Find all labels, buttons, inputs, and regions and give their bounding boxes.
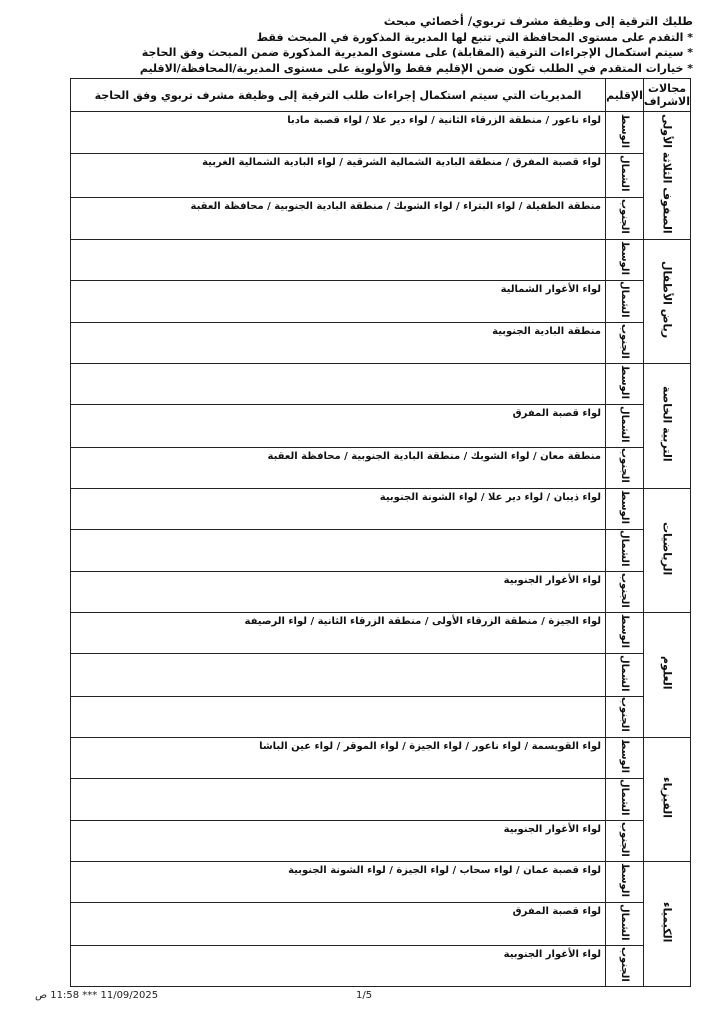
directorates-cell: لواء ذيبان / لواء دير علا / لواء الشونة الجنوبية <box>71 488 606 529</box>
directorates-cell <box>71 529 606 572</box>
table-row <box>71 112 691 154</box>
region-label: الوسط <box>619 489 630 524</box>
region-label: الجنوب <box>619 697 630 733</box>
field-cell <box>644 488 691 613</box>
region-label: الشمال <box>619 530 630 567</box>
table-row <box>71 529 691 572</box>
region-cell <box>606 737 644 778</box>
directorates-cell <box>71 364 606 405</box>
region-label: الجنوب <box>619 448 630 484</box>
region-cell <box>606 696 644 737</box>
directorates-cell: لواء القويسمة / لواء ناعور / لواء الجيزة / لواء الموقر / لواء عين الباشا <box>71 737 606 778</box>
table-row <box>71 364 691 405</box>
region-label: الشمال <box>619 155 630 192</box>
region-cell <box>606 654 644 697</box>
field-label: العلوم <box>660 656 674 690</box>
region-label: الوسط <box>619 240 630 275</box>
region-cell <box>606 529 644 572</box>
note-3: * خيارات المتقدم في الطلب تكون ضمن الإقليم فقط والأولوية على مستوى المديرية/المحافظة/الاقليم <box>139 61 693 75</box>
note-1: * التقدم على مستوى المحافظة التي تتبع لها المديرية المذكورة في المبحث فقط <box>256 30 693 44</box>
region-label: الوسط <box>619 738 630 773</box>
directorates-cell: لواء قصبة المفرق <box>71 405 606 448</box>
directorates-cell: منطقة الطفيلة / لواء البتراء / لواء الشوبك / منطقة البادية الجنوبية / محافظة العقبة <box>71 197 606 239</box>
table-row <box>71 903 691 946</box>
region-label: الجنوب <box>619 198 630 234</box>
region-cell <box>606 239 644 280</box>
table-row <box>71 239 691 280</box>
region-label: الشمال <box>619 779 630 816</box>
directorates-cell <box>71 654 606 697</box>
field-label: الكيمياء <box>660 901 674 943</box>
region-cell <box>606 613 644 654</box>
region-label: الشمال <box>619 903 630 941</box>
directorates-cell: لواء قصبة المفرق <box>71 903 606 946</box>
table-row <box>71 862 691 903</box>
region-label: الوسط <box>619 365 630 400</box>
field-cell <box>644 737 691 862</box>
directorates-cell <box>71 778 606 821</box>
region-label: الجنوب <box>619 821 630 857</box>
directorates-cell: لواء الأغوار الجنوبية <box>71 945 606 986</box>
field-label: الرياضيات <box>660 521 674 576</box>
field-label: التربية الخاصة <box>660 386 674 462</box>
field-label: رياض الأطفال <box>660 260 674 339</box>
directorates-cell: لواء الأغوار الشمالية <box>71 280 606 323</box>
header-field: مجالات الاشراف <box>644 79 691 112</box>
directorates-cell: منطقة البادية الجنوبية <box>71 323 606 364</box>
directorates-cell: لواء الأغوار الجنوبية <box>71 572 606 613</box>
region-label: الجنوب <box>619 323 630 359</box>
region-label: الوسط <box>619 113 630 148</box>
region-label: الوسط <box>619 614 630 649</box>
directorates-cell: منطقة معان / لواء الشوبك / منطقة البادية الجنوبية / محافظة العقبة <box>71 447 606 488</box>
table-row <box>71 572 691 613</box>
promotion-table <box>70 78 691 987</box>
directorates-cell: لواء قصبة عمان / لواء سحاب / لواء الجيزة / لواء الشونة الجنوبية <box>71 862 606 903</box>
region-cell <box>606 280 644 323</box>
table-row <box>71 154 691 198</box>
region-cell <box>606 364 644 405</box>
document-title: طلبك الترقية إلى وظيفة مشرف تربوي/ أخصائي مبحث <box>383 14 693 28</box>
table-row <box>71 737 691 778</box>
directorates-cell: لواء الجيزة / منطقة الزرقاء الأولى / منطقة الزرقاء الثانية / لواء الرصيفة <box>71 613 606 654</box>
table-body <box>71 112 691 987</box>
directorates-cell: لواء قصبة المفرق / منطقة البادية الشمالية الشرقية / لواء البادية الشمالية الغربية <box>71 154 606 198</box>
region-label: الشمال <box>619 405 630 443</box>
field-label: الصفوف الثلاثة الأولى <box>660 113 674 234</box>
region-cell <box>606 945 644 986</box>
table-row <box>71 488 691 529</box>
region-label: الشمال <box>619 654 630 692</box>
print-datetime: 11/09/2025 *** 11:58 ص <box>35 990 159 1001</box>
table-header-row <box>71 79 691 112</box>
region-cell <box>606 447 644 488</box>
table-row <box>71 696 691 737</box>
region-cell <box>606 154 644 198</box>
region-label: الوسط <box>619 863 630 898</box>
field-cell <box>644 862 691 987</box>
table-row <box>71 778 691 821</box>
region-cell <box>606 572 644 613</box>
region-label: الجنوب <box>619 572 630 608</box>
region-cell <box>606 862 644 903</box>
directorates-cell: لواء ناعور / منطقة الزرقاء الثانية / لواء دير علا / لواء قصبة مادبا <box>71 112 606 154</box>
table-row <box>71 197 691 239</box>
table-row <box>71 945 691 986</box>
field-cell <box>644 613 691 738</box>
document-header <box>60 14 693 76</box>
table-row <box>71 280 691 323</box>
region-cell <box>606 197 644 239</box>
table-row <box>71 405 691 448</box>
directorates-cell <box>71 239 606 280</box>
region-cell <box>606 488 644 529</box>
field-label: الفيزياء <box>660 777 674 819</box>
region-cell <box>606 112 644 154</box>
region-cell <box>606 778 644 821</box>
table-row <box>71 654 691 697</box>
directorates-cell <box>71 696 606 737</box>
table-row <box>71 613 691 654</box>
field-cell <box>644 239 691 364</box>
region-cell <box>606 323 644 364</box>
region-label: الشمال <box>619 281 630 318</box>
region-cell <box>606 405 644 448</box>
table-row <box>71 323 691 364</box>
region-cell <box>606 903 644 946</box>
field-cell <box>644 364 691 489</box>
table-row <box>71 447 691 488</box>
field-cell <box>644 112 691 240</box>
page-number: 1/5 <box>356 990 373 1001</box>
directorates-cell: لواء الأغوار الجنوبية <box>71 821 606 862</box>
region-cell <box>606 821 644 862</box>
header-region: الإقليم <box>606 79 644 112</box>
table-row <box>71 821 691 862</box>
header-directorates: المديريات التي سيتم استكمال إجراءات طلب الترقية إلى وظيفة مشرف تربوي وفق الحاجة <box>71 79 606 112</box>
region-label: الجنوب <box>619 946 630 982</box>
note-2: * سيتم استكمال الإجراءات الترقية (المقابلة) على مستوى المديرية المذكورة ضمن المبحث وفق الحاجة <box>141 46 693 59</box>
